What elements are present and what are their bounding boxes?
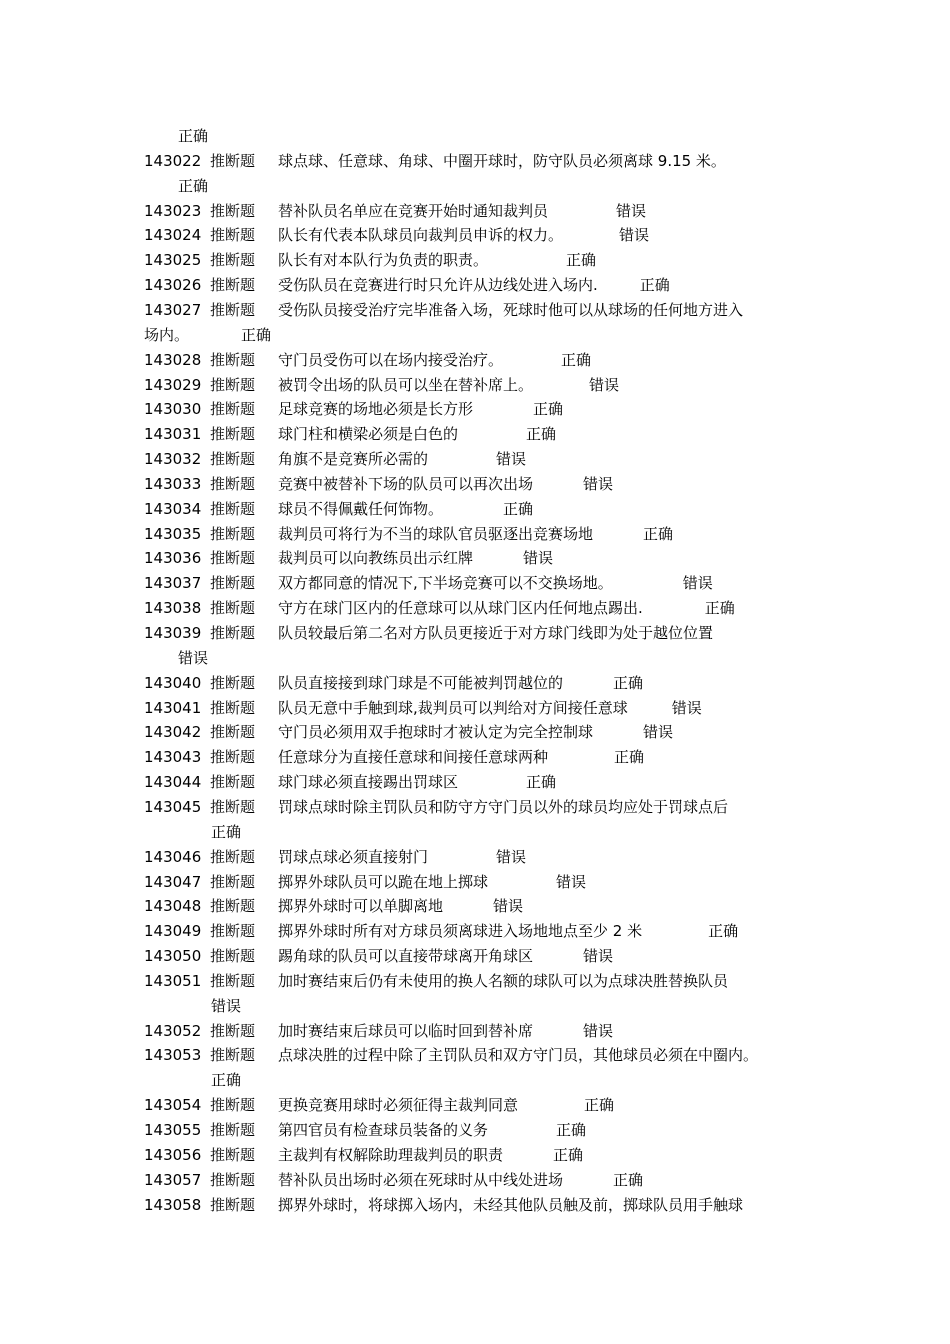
question-answer: 正确 <box>526 773 557 792</box>
question-text: 罚球点球时除主罚队员和防守方守门员以外的球员均应处于罚球点后 <box>278 797 729 816</box>
question-line <box>144 696 702 721</box>
question-answer: 正确 <box>584 1096 615 1115</box>
question-text: 球门柱和横梁必须是白色的 <box>278 425 459 444</box>
question-line <box>144 845 526 870</box>
question-answer: 错误 <box>589 375 620 394</box>
question-line <box>144 770 556 795</box>
question-text: 竞赛中被替补下场的队员可以再次出场 <box>278 474 534 493</box>
question-line <box>144 919 738 944</box>
question-line <box>144 571 713 596</box>
question-type: 推断题 <box>210 1021 256 1040</box>
question-id: 143049 <box>144 922 202 941</box>
question-line <box>144 248 596 273</box>
question-id: 143040 <box>144 673 202 692</box>
continuation-line <box>144 323 271 348</box>
question-id: 143057 <box>144 1170 202 1189</box>
question-answer: 正确 <box>526 425 557 444</box>
question-type: 推断题 <box>210 1195 256 1214</box>
question-type: 推断题 <box>210 748 256 767</box>
question-type: 推断题 <box>210 1046 256 1065</box>
question-line <box>144 621 713 646</box>
question-type: 推断题 <box>210 450 256 469</box>
question-line <box>144 1168 643 1193</box>
question-text: 被罚令出场的队员可以坐在替补席上。 <box>278 375 534 394</box>
question-line <box>144 373 619 398</box>
question-text: 加时赛结束后仍有未使用的换人名额的球队可以为点球决胜替换队员 <box>278 971 729 990</box>
question-id: 143050 <box>144 947 202 966</box>
question-line <box>144 422 556 447</box>
question-line <box>144 596 735 621</box>
question-answer: 正确 <box>708 922 739 941</box>
question-id: 143029 <box>144 375 202 394</box>
question-answer: 正确 <box>643 524 674 543</box>
question-text: 队员较最后第二名对方队员更接近于对方球门线即为处于越位位置 <box>278 624 714 642</box>
question-text: 掷界外球时所有对方球员须离球进入场地地点至少 2 米 <box>278 922 643 941</box>
question-line <box>144 870 586 895</box>
question-answer: 错误 <box>493 897 524 916</box>
question-type: 推断题 <box>210 971 256 990</box>
question-id: 143032 <box>144 450 202 469</box>
question-type: 推断题 <box>210 773 256 792</box>
question-line <box>144 472 613 497</box>
question-line <box>144 522 673 547</box>
question-line <box>144 671 643 696</box>
question-id: 143051 <box>144 971 202 990</box>
question-id: 143023 <box>144 201 202 220</box>
question-type: 推断题 <box>210 1145 256 1164</box>
question-answer: 正确 <box>556 1121 587 1139</box>
question-type: 推断题 <box>210 549 256 568</box>
question-id: 143047 <box>144 872 202 891</box>
question-id: 143046 <box>144 847 202 866</box>
question-type: 推断题 <box>210 624 256 642</box>
question-text: 替补队员名单应在竞赛开始时通知裁判员 <box>278 201 549 220</box>
question-type: 推断题 <box>210 400 256 419</box>
question-text: 球点球、任意球、角球、中圈开球时，防守队员必须离球 9.15 米。 <box>278 151 726 170</box>
question-answer: 错误 <box>583 474 614 493</box>
question-id: 143037 <box>144 574 202 593</box>
question-id: 143022 <box>144 151 202 170</box>
question-text: 掷界外球队员可以跪在地上掷球 <box>278 872 489 891</box>
question-id: 143055 <box>144 1121 202 1139</box>
question-line <box>144 745 644 770</box>
question-answer: 正确 <box>211 822 242 841</box>
question-line <box>144 497 533 522</box>
question-id: 143024 <box>144 226 202 245</box>
question-text: 任意球分为直接任意球和间接任意球两种 <box>278 748 549 767</box>
question-line <box>144 1093 614 1118</box>
question-id: 143038 <box>144 599 202 618</box>
question-answer: 正确 <box>613 1170 644 1189</box>
answer-line <box>144 994 241 1019</box>
question-id: 143052 <box>144 1021 202 1040</box>
question-text: 主裁判有权解除助理裁判员的职责 <box>278 1145 504 1164</box>
question-type: 推断题 <box>210 1121 256 1139</box>
question-type: 推断题 <box>210 847 256 866</box>
question-answer: 错误 <box>616 201 647 220</box>
question-id: 143026 <box>144 276 202 295</box>
question-type: 推断题 <box>210 599 256 618</box>
question-answer: 正确 <box>614 748 645 767</box>
question-line <box>144 199 646 224</box>
question-answer: 错误 <box>671 698 702 717</box>
question-answer: 错误 <box>583 1021 614 1040</box>
question-type: 推断题 <box>210 201 256 220</box>
question-line <box>144 894 523 919</box>
question-text: 裁判员可以向教练员出示红牌 <box>278 549 474 568</box>
question-line <box>144 149 726 174</box>
question-type: 推断题 <box>210 251 256 270</box>
question-text: 守门员必须用双手抱球时才被认定为完全控制球 <box>278 723 594 742</box>
question-line <box>144 969 728 994</box>
question-text: 双方都同意的情况下,下半场竞赛可以不交换场地。 <box>278 574 613 593</box>
question-answer: 错误 <box>583 947 614 966</box>
question-answer: 正确 <box>553 1145 584 1164</box>
question-id: 143044 <box>144 773 202 792</box>
question-id: 143030 <box>144 400 202 419</box>
question-text: 替补队员出场时必须在死球时从中线处进场 <box>278 1170 564 1189</box>
answer-line <box>144 820 241 845</box>
question-text: 场内。 <box>144 325 190 344</box>
question-id: 143033 <box>144 474 202 493</box>
question-id: 143025 <box>144 251 202 270</box>
question-type: 推断题 <box>210 574 256 593</box>
question-line <box>144 1019 613 1044</box>
question-type: 推断题 <box>210 673 256 692</box>
question-text: 角旗不是竞赛所必需的 <box>278 450 429 469</box>
question-id: 143031 <box>144 425 202 444</box>
question-type: 推断题 <box>210 350 256 369</box>
question-type: 推断题 <box>210 947 256 966</box>
question-id: 143028 <box>144 350 202 369</box>
question-line <box>144 795 728 820</box>
question-type: 推断题 <box>210 1096 256 1115</box>
question-text: 罚球点球必须直接射门 <box>278 847 429 866</box>
question-line <box>144 1118 586 1143</box>
question-line <box>144 1143 583 1168</box>
question-answer: 正确 <box>566 251 597 270</box>
question-text: 更换竞赛用球时必须征得主裁判同意 <box>278 1096 519 1115</box>
question-type: 推断题 <box>210 151 256 170</box>
answer-line <box>144 646 208 671</box>
question-answer: 错误 <box>496 450 527 469</box>
question-answer: 正确 <box>241 325 272 344</box>
question-id: 143045 <box>144 797 202 816</box>
question-line <box>144 1043 758 1068</box>
question-type: 推断题 <box>210 226 256 245</box>
question-text: 第四官员有检查球员装备的义务 <box>278 1121 489 1139</box>
question-text: 队长有对本队行为负责的职责。 <box>278 251 489 270</box>
answer-line <box>144 1068 241 1093</box>
question-id: 143056 <box>144 1145 202 1164</box>
question-text: 球员不得佩戴任何饰物。 <box>278 499 444 518</box>
question-text: 守方在球门区内的任意球可以从球门区内任何地点踢出. <box>278 599 643 618</box>
question-text: 守门员受伤可以在场内接受治疗。 <box>278 350 504 369</box>
question-id: 143036 <box>144 549 202 568</box>
answer-line <box>144 124 208 149</box>
question-answer: 正确 <box>613 673 644 692</box>
question-line <box>144 447 526 472</box>
question-id: 143035 <box>144 524 202 543</box>
question-type: 推断题 <box>210 524 256 543</box>
question-id: 143043 <box>144 748 202 767</box>
question-text: 队长有代表本队球员向裁判员申诉的权力。 <box>278 226 564 245</box>
answer-line <box>144 174 208 199</box>
question-answer: 错误 <box>523 549 554 568</box>
question-id: 143034 <box>144 499 202 518</box>
question-answer: 正确 <box>178 127 209 145</box>
question-answer: 正确 <box>178 176 209 195</box>
question-type: 推断题 <box>210 375 256 394</box>
question-text: 球门球必须直接踢出罚球区 <box>278 773 459 792</box>
question-type: 推断题 <box>210 499 256 518</box>
question-id: 143039 <box>144 624 202 642</box>
question-text: 受伤队员在竞赛进行时只允许从边线处进入场内. <box>278 276 598 295</box>
question-type: 推断题 <box>210 897 256 916</box>
question-answer: 错误 <box>643 723 674 742</box>
question-answer: 错误 <box>619 226 650 245</box>
question-text: 加时赛结束后球员可以临时回到替补席 <box>278 1021 534 1040</box>
question-answer: 正确 <box>211 1071 242 1090</box>
question-id: 143042 <box>144 723 202 742</box>
question-line <box>144 298 743 323</box>
question-id: 143053 <box>144 1046 202 1065</box>
question-id: 143027 <box>144 300 202 319</box>
question-line <box>144 944 613 969</box>
question-text: 受伤队员接受治疗完毕准备入场，死球时他可以从球场的任何地方进入 <box>278 300 744 319</box>
question-id: 143041 <box>144 698 202 717</box>
question-type: 推断题 <box>210 698 256 717</box>
question-line <box>144 273 670 298</box>
question-type: 推断题 <box>210 922 256 941</box>
question-answer: 正确 <box>639 276 670 295</box>
question-answer: 错误 <box>496 847 527 866</box>
question-line <box>144 223 649 248</box>
question-line <box>144 720 673 745</box>
question-type: 推断题 <box>210 872 256 891</box>
question-answer: 错误 <box>211 996 242 1015</box>
question-text: 裁判员可将行为不当的球队官员驱逐出竞赛场地 <box>278 524 594 543</box>
question-id: 143054 <box>144 1096 202 1115</box>
question-line <box>144 1193 743 1218</box>
question-line <box>144 348 591 373</box>
question-type: 推断题 <box>210 276 256 295</box>
question-type: 推断题 <box>210 797 256 816</box>
question-text: 足球竞赛的场地必须是长方形 <box>278 400 474 419</box>
question-line <box>144 397 563 422</box>
question-type: 推断题 <box>210 474 256 493</box>
question-answer: 正确 <box>704 599 735 618</box>
question-type: 推断题 <box>210 1170 256 1189</box>
question-text: 掷界外球时可以单脚离地 <box>278 897 444 916</box>
question-text: 踢角球的队员可以直接带球离开角球区 <box>278 947 534 966</box>
question-id: 143058 <box>144 1195 202 1214</box>
question-text: 队员直接接到球门球是不可能被判罚越位的 <box>278 673 564 692</box>
question-type: 推断题 <box>210 300 256 319</box>
question-answer: 错误 <box>178 648 209 667</box>
question-type: 推断题 <box>210 723 256 742</box>
question-type: 推断题 <box>210 425 256 444</box>
question-text: 队员无意中手触到球,裁判员可以判给对方间接任意球 <box>278 698 628 717</box>
question-answer: 错误 <box>556 872 587 891</box>
question-answer: 错误 <box>682 574 713 593</box>
question-answer: 正确 <box>533 400 564 419</box>
question-text: 点球决胜的过程中除了主罚队员和双方守门员，其他球员必须在中圈内。 <box>278 1046 759 1065</box>
question-id: 143048 <box>144 897 202 916</box>
question-text: 掷界外球时，将球掷入场内，未经其他队员触及前，掷球队员用手触球 <box>278 1195 744 1214</box>
question-line <box>144 546 553 571</box>
question-answer: 正确 <box>503 499 534 518</box>
question-answer: 正确 <box>561 350 592 369</box>
